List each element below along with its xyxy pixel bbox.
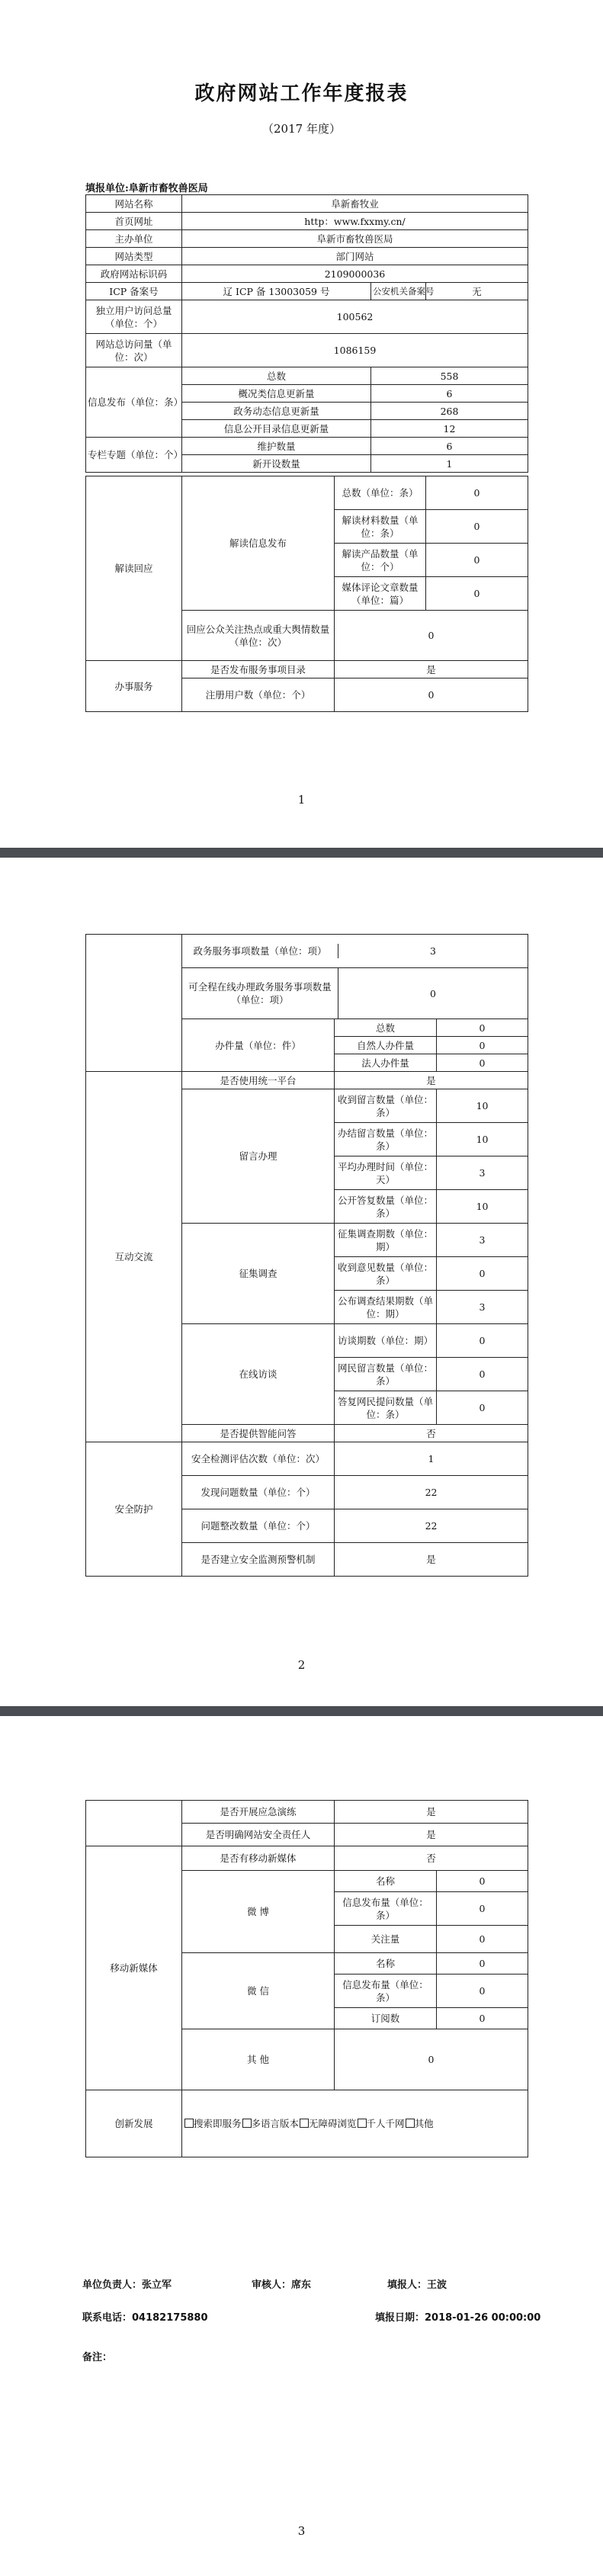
cell-value: 0 <box>437 1019 528 1037</box>
cell-label: 是否有移动新媒体 <box>182 1846 335 1871</box>
cell-value: 0 <box>437 1975 528 2008</box>
cell-value: 0 <box>437 1054 528 1072</box>
cell-label: 政务服务事项数量（单位：项） <box>182 944 338 958</box>
cell-value: 3 <box>430 945 436 957</box>
cell-label: 注册用户数（单位：个） <box>182 678 335 712</box>
cell-value: 1 <box>335 1442 528 1476</box>
cell-value: 阜新畜牧业 <box>182 195 528 213</box>
cell-value: 558 <box>371 367 528 385</box>
cell-label: 网站类型 <box>86 248 182 265</box>
cell-label: 访谈期数（单位：期） <box>335 1324 437 1358</box>
cell-label: 办件量（单位：件） <box>182 1019 335 1072</box>
cell-value: 是 <box>335 1801 528 1824</box>
cell-label: 首页网址 <box>86 213 182 230</box>
cell-label: 是否明确网站安全责任人 <box>182 1824 335 1846</box>
checkbox-icon[interactable] <box>184 2119 194 2128</box>
contact-phone: 联系电话：04182175880 <box>82 2312 208 2324</box>
cell-label: 征集调查期数（单位：期） <box>335 1224 437 1257</box>
option-label: 千人千网 <box>366 2118 405 2129</box>
cell-value: 0 <box>437 1926 528 1953</box>
cell-value: 否 <box>335 1846 528 1871</box>
page-2 <box>0 858 603 1706</box>
report-table-3 <box>85 1800 528 2157</box>
cell-value: 0 <box>335 611 528 661</box>
cell-value: http：www.fxxmy.cn/ <box>182 213 528 230</box>
cell-label: 主办单位 <box>86 230 182 248</box>
section-security: 安全防护 <box>86 1442 182 1577</box>
report-table-1b <box>85 476 528 712</box>
cell-label: 收到留言数量（单位：条） <box>335 1089 437 1123</box>
cell-value: 0 <box>437 2008 528 2029</box>
cell-value: 6 <box>371 438 528 455</box>
cell-value: 0 <box>335 678 528 712</box>
cell-value: 辽 ICP 备 13003059 号 <box>182 283 371 300</box>
cell-value: 0 <box>437 1871 528 1892</box>
cell-value: 0 <box>437 1358 528 1391</box>
cell-value: 阜新市畜牧兽医局 <box>182 230 528 248</box>
cell-label: 解读产品数量（单位：个） <box>335 544 426 577</box>
option-label: 无障碍浏览 <box>309 2118 357 2129</box>
cell-label: 是否发布服务事项目录 <box>182 661 335 678</box>
cell-value: 0 <box>437 1892 528 1926</box>
cell-label: 政府网站标识码 <box>86 265 182 283</box>
unit-leader: 单位负责人：张立军 <box>82 2279 172 2291</box>
section-info: 信息发布（单位：条） <box>86 367 182 438</box>
cell-value: 2109000036 <box>182 265 528 283</box>
section-interaction: 互动交流 <box>86 1072 182 1442</box>
cell-label: 法人办件量 <box>335 1054 437 1072</box>
cell-label: 问题整改数量（单位：个） <box>182 1509 335 1543</box>
cell-label: 微 信 <box>182 1953 335 2029</box>
cell-value: 12 <box>371 420 528 438</box>
page-number: 1 <box>297 793 306 807</box>
cell-label: 网站名称 <box>86 195 182 213</box>
section-service-cont <box>86 935 182 1072</box>
cell-value: 0 <box>437 1257 528 1291</box>
cell-label: 解读信息发布 <box>182 476 335 611</box>
cell-label: 是否建立安全监测预警机制 <box>182 1543 335 1577</box>
cell-value: 22 <box>335 1476 528 1509</box>
cell-value: 是 <box>335 661 528 678</box>
cell-label: 答复网民提问数量（单位：条） <box>335 1391 437 1425</box>
cell-value: 0 <box>437 1391 528 1425</box>
cell-value: 0 <box>426 510 528 544</box>
cell-label: 网民留言数量（单位：条） <box>335 1358 437 1391</box>
cell-label: 公布调查结果期数（单位：期） <box>335 1291 437 1324</box>
section-security-cont <box>86 1801 182 1846</box>
report-table-2 <box>85 934 528 1577</box>
section-topic: 专栏专题（单位：个） <box>86 438 182 473</box>
cell-value: 10 <box>437 1089 528 1123</box>
option-label: 其他 <box>414 2118 434 2129</box>
cell-label: 是否提供智能问答 <box>182 1425 335 1442</box>
cell-label: 发现问题数量（单位：个） <box>182 1476 335 1509</box>
cell-value: 100562 <box>182 300 528 334</box>
cell-value: 是 <box>335 1072 528 1089</box>
reporter: 填报人：王波 <box>387 2279 447 2291</box>
cell-label: 办结留言数量（单位：条） <box>335 1123 437 1156</box>
items-row <box>182 935 528 968</box>
cell-label: 解读材料数量（单位：条） <box>335 510 426 544</box>
filler-unit: 填报单位:阜新市畜牧兽医局 <box>85 183 208 194</box>
cell-value: 1 <box>371 455 528 473</box>
cell-label: 安全检测评估次数（单位：次） <box>182 1442 335 1476</box>
cell-label: 信息公开目录信息更新量 <box>182 420 371 438</box>
cell-label: 名称 <box>335 1953 437 1975</box>
online-row <box>182 968 528 1019</box>
cell-label: 回应公众关注热点或重大舆情数量（单位：次） <box>182 611 335 661</box>
page-separator <box>0 848 603 858</box>
cell-label: 总数 <box>335 1019 437 1037</box>
cell-value: 0 <box>430 987 436 999</box>
section-service: 办事服务 <box>86 661 182 712</box>
cell-value: 10 <box>437 1190 528 1224</box>
cell-label: 平均办理时间（单位：天） <box>335 1156 437 1190</box>
cell-value: 是 <box>335 1824 528 1846</box>
section-interpretation: 解读回应 <box>86 476 182 661</box>
cell-value: 3 <box>437 1156 528 1190</box>
cell-label: 政务动态信息更新量 <box>182 403 371 420</box>
cell-value: 10 <box>437 1123 528 1156</box>
section-mobile: 移动新媒体 <box>86 1846 182 2090</box>
report-year: （2017 年度） <box>262 122 341 136</box>
cell-value: 3 <box>437 1291 528 1324</box>
option-label: 搜索即服务 <box>194 2118 242 2129</box>
report-title: 政府网站工作年度报表 <box>194 82 409 105</box>
checkbox-icon[interactable] <box>300 2119 309 2128</box>
cell-label: 网站总访问量（单位：次） <box>86 334 182 367</box>
cell-value: 22 <box>335 1509 528 1543</box>
cell-value: 3 <box>437 1224 528 1257</box>
cell-label: 自然人办件量 <box>335 1037 437 1054</box>
cell-label: 是否使用统一平台 <box>182 1072 335 1089</box>
cell-value: 0 <box>426 544 528 577</box>
cell-label: 媒体评论文章数量（单位：篇） <box>335 577 426 611</box>
cell-label: 名称 <box>335 1871 437 1892</box>
page-1 <box>0 0 603 848</box>
cell-label: 收到意见数量（单位：条） <box>335 1257 437 1291</box>
cell-value: 0 <box>437 1324 528 1358</box>
cell-label: 微 博 <box>182 1871 335 1953</box>
cell-label: 征集调查 <box>182 1224 335 1324</box>
cell-value: 部门网站 <box>182 248 528 265</box>
cell-label: 信息发布量（单位：条） <box>335 1892 437 1926</box>
cell-label: 留言办理 <box>182 1089 335 1224</box>
cell-label: 在线访谈 <box>182 1324 335 1425</box>
checkbox-icon[interactable] <box>242 2119 252 2128</box>
cell-label: 是否开展应急演练 <box>182 1801 335 1824</box>
cell-label: 公安机关备案号 <box>371 283 426 300</box>
cell-value: 是 <box>335 1543 528 1577</box>
cell-label: 总数 <box>182 367 371 385</box>
page-number: 2 <box>297 1658 306 1672</box>
report-table-1 <box>85 194 528 473</box>
remarks: 备注： <box>82 2352 113 2363</box>
reviewer: 审核人：席东 <box>252 2279 312 2291</box>
checkbox-icon[interactable] <box>358 2119 367 2128</box>
cell-label: 关注量 <box>335 1926 437 1953</box>
cell-label: 新开设数量 <box>182 455 371 473</box>
cell-value: 0 <box>437 1953 528 1975</box>
cell-value: 0 <box>335 2029 528 2090</box>
cell-value: 0 <box>437 1037 528 1054</box>
cell-label: 可全程在线办理政务服务事项数量（单位：项） <box>182 968 338 1019</box>
cell-value: 无 <box>426 283 528 300</box>
option-label: 多语言版本 <box>251 2118 300 2129</box>
section-innovation: 创新发展 <box>86 2090 182 2157</box>
page-separator <box>0 1706 603 1716</box>
cell-label: 独立用户访问总量（单位：个） <box>86 300 182 334</box>
cell-value: 0 <box>426 577 528 611</box>
cell-label: 概况类信息更新量 <box>182 385 371 403</box>
cell-label: 订阅数 <box>335 2008 437 2029</box>
cell-label: 总数（单位：条） <box>335 476 426 510</box>
cell-label: 信息发布量（单位：条） <box>335 1975 437 2008</box>
cell-value: 否 <box>335 1425 528 1442</box>
checkbox-icon[interactable] <box>406 2119 415 2128</box>
cell-value: 6 <box>371 385 528 403</box>
cell-label: 维护数量 <box>182 438 371 455</box>
cell-value: 1086159 <box>182 334 528 367</box>
innovation-options <box>182 2090 528 2157</box>
page-3 <box>0 1716 603 2576</box>
cell-label: ICP 备案号 <box>86 283 182 300</box>
cell-label: 其 他 <box>182 2029 335 2090</box>
cell-value: 0 <box>426 476 528 510</box>
report-date: 填报日期：2018-01-26 00:00:00 <box>375 2312 541 2324</box>
page-number: 3 <box>297 2524 306 2538</box>
cell-value: 268 <box>371 403 528 420</box>
cell-label: 公开答复数量（单位：条） <box>335 1190 437 1224</box>
